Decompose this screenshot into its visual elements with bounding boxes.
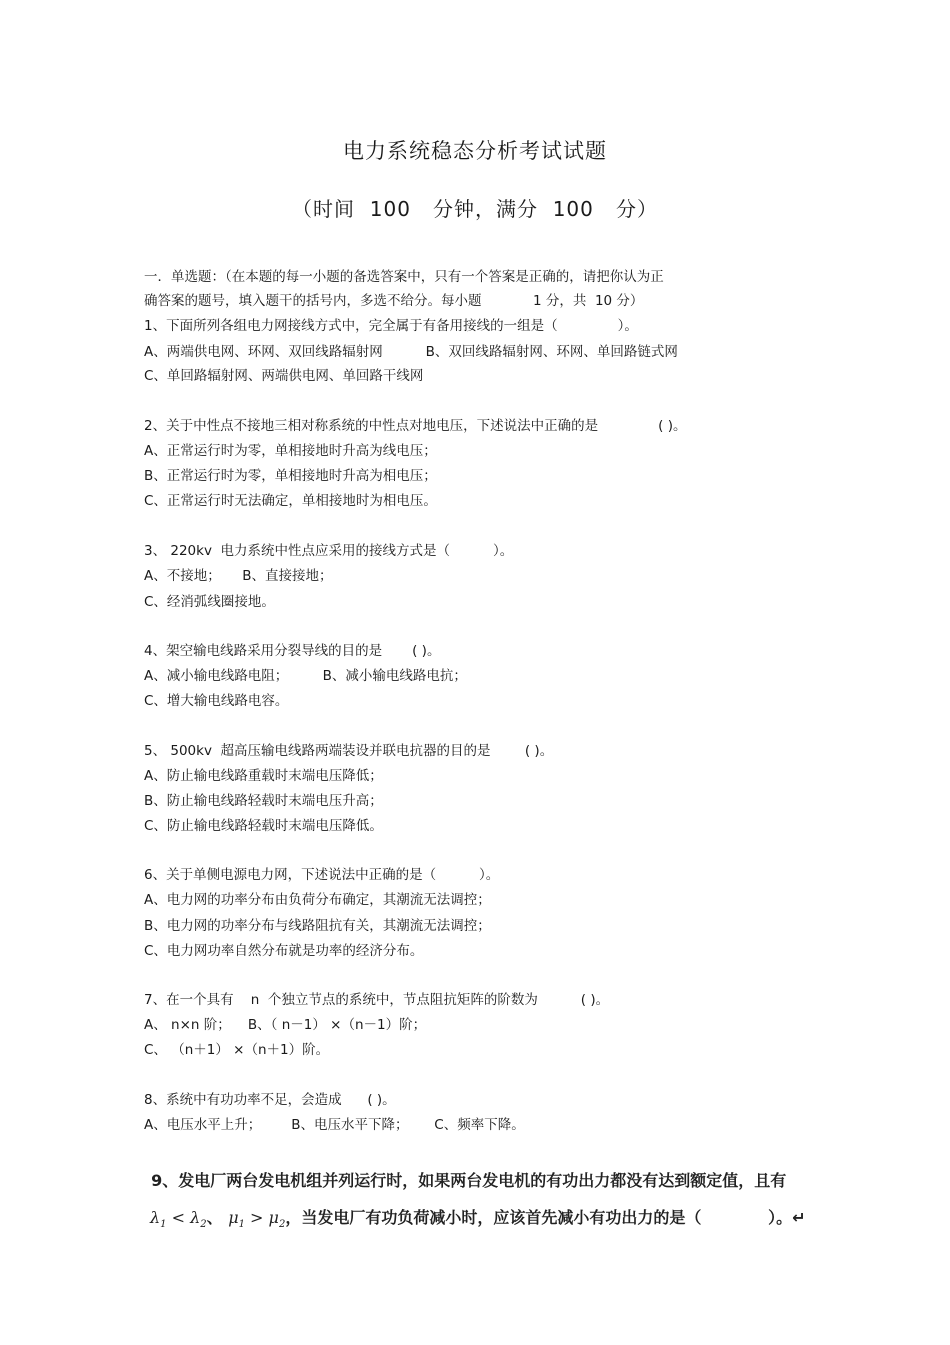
mu-symbol: μ (268, 1208, 279, 1227)
question-option: C、防止输电线路轻载时末端电压降低。 (144, 818, 383, 834)
question-option: A、电压水平上升； B、电压水平下降； C、频率下降。 (144, 1117, 525, 1133)
question-option: A、 n×n 阶； B、（ n－1） ×（n－1）阶； (144, 1017, 427, 1033)
question-stem: 3、 220kv 电力系统中性点应采用的接线方式是（ ）。 (144, 543, 514, 559)
question-option: A、正常运行时为零，单相接地时升高为线电压； (144, 443, 437, 459)
question-option: C、单回路辐射网、两端供电网、单回路干线网 (144, 368, 424, 384)
question-stem: 1、下面所列各组电力网接线方式中，完全属于有备用接线的一组是（ ）。 (144, 318, 638, 334)
question-9-condition (150, 1205, 806, 1230)
subscript: 1 (160, 1219, 167, 1231)
question-stem: 8、系统中有功功率不足，会造成 ( )。 (144, 1092, 396, 1108)
greater-than-sign: > (244, 1208, 269, 1227)
question-9-text: ，当发电厂有功负荷减小时，应该首先减小有功出力的是（ ）。↵ (285, 1208, 806, 1227)
question-stem: 2、关于中性点不接地三相对称系统的中性点对地电压，下述说法中正确的是 ( )。 (144, 418, 687, 434)
lambda-symbol: λ (150, 1208, 161, 1227)
page-subtitle: （时间 100 分钟，满分 100 分） (292, 197, 658, 221)
question-option: B、电力网的功率分布与线路阻抗有关，其潮流无法调控； (144, 918, 491, 934)
question-option: B、正常运行时为零，单相接地时升高为相电压； (144, 468, 437, 484)
subscript: 2 (200, 1219, 207, 1231)
question-option: A、电力网的功率分布由负荷分布确定，其潮流无法调控； (144, 892, 491, 908)
section-intro-line: 一．单选题：（在本题的每一小题的备选答案中，只有一个答案是正确的，请把你认为正 (144, 269, 664, 285)
subscript: 1 (238, 1219, 245, 1231)
separator: 、 (206, 1208, 229, 1227)
question-option: C、 （n＋1） ×（n＋1）阶。 (144, 1042, 330, 1058)
question-option: C、经消弧线圈接地。 (144, 594, 275, 610)
question-option: A、不接地； B、直接接地； (144, 568, 333, 584)
question-option: C、增大输电线路电容。 (144, 693, 289, 709)
question-stem: 7、在一个具有 n 个独立节点的系统中，节点阻抗矩阵的阶数为 ( )。 (144, 992, 610, 1008)
question-stem: 5、 500kv 超高压输电线路两端装设并联电抗器的目的是 ( )。 (144, 743, 554, 759)
question-stem: 6、关于单侧电源电力网，下述说法中正确的是（ ）。 (144, 867, 500, 883)
subscript: 2 (278, 1219, 286, 1231)
question-option: A、减小输电线路电阻； B、减小输电线路电抗； (144, 668, 467, 684)
question-option: B、防止输电线路轻载时末端电压升高； (144, 793, 383, 809)
question-option: C、正常运行时无法确定，单相接地时为相电压。 (144, 493, 437, 509)
mu-symbol: μ (228, 1208, 239, 1227)
question-option: C、电力网功率自然分布就是功率的经济分布。 (144, 943, 424, 959)
question-stem: 4、架空输电线路采用分裂导线的目的是 ( )。 (144, 643, 441, 659)
lambda-symbol: λ (190, 1208, 201, 1227)
question-9-stem: 9、发电厂两台发电机组并列运行时，如果两台发电机的有功出力都没有达到额定值，且有 (140, 1171, 787, 1190)
question-option: A、防止输电线路重载时末端电压降低； (144, 768, 383, 784)
section-intro-line: 确答案的题号，填入题干的括号内，多选不给分。每小题 1 分，共 10 分） (144, 293, 644, 309)
question-option: A、两端供电网、环网、双回线路辐射网 B、双回线路辐射网、环网、单回路链式网 (144, 344, 678, 360)
less-than-sign: < (166, 1208, 191, 1227)
page-title: 电力系统稳态分析考试试题 (343, 139, 607, 163)
